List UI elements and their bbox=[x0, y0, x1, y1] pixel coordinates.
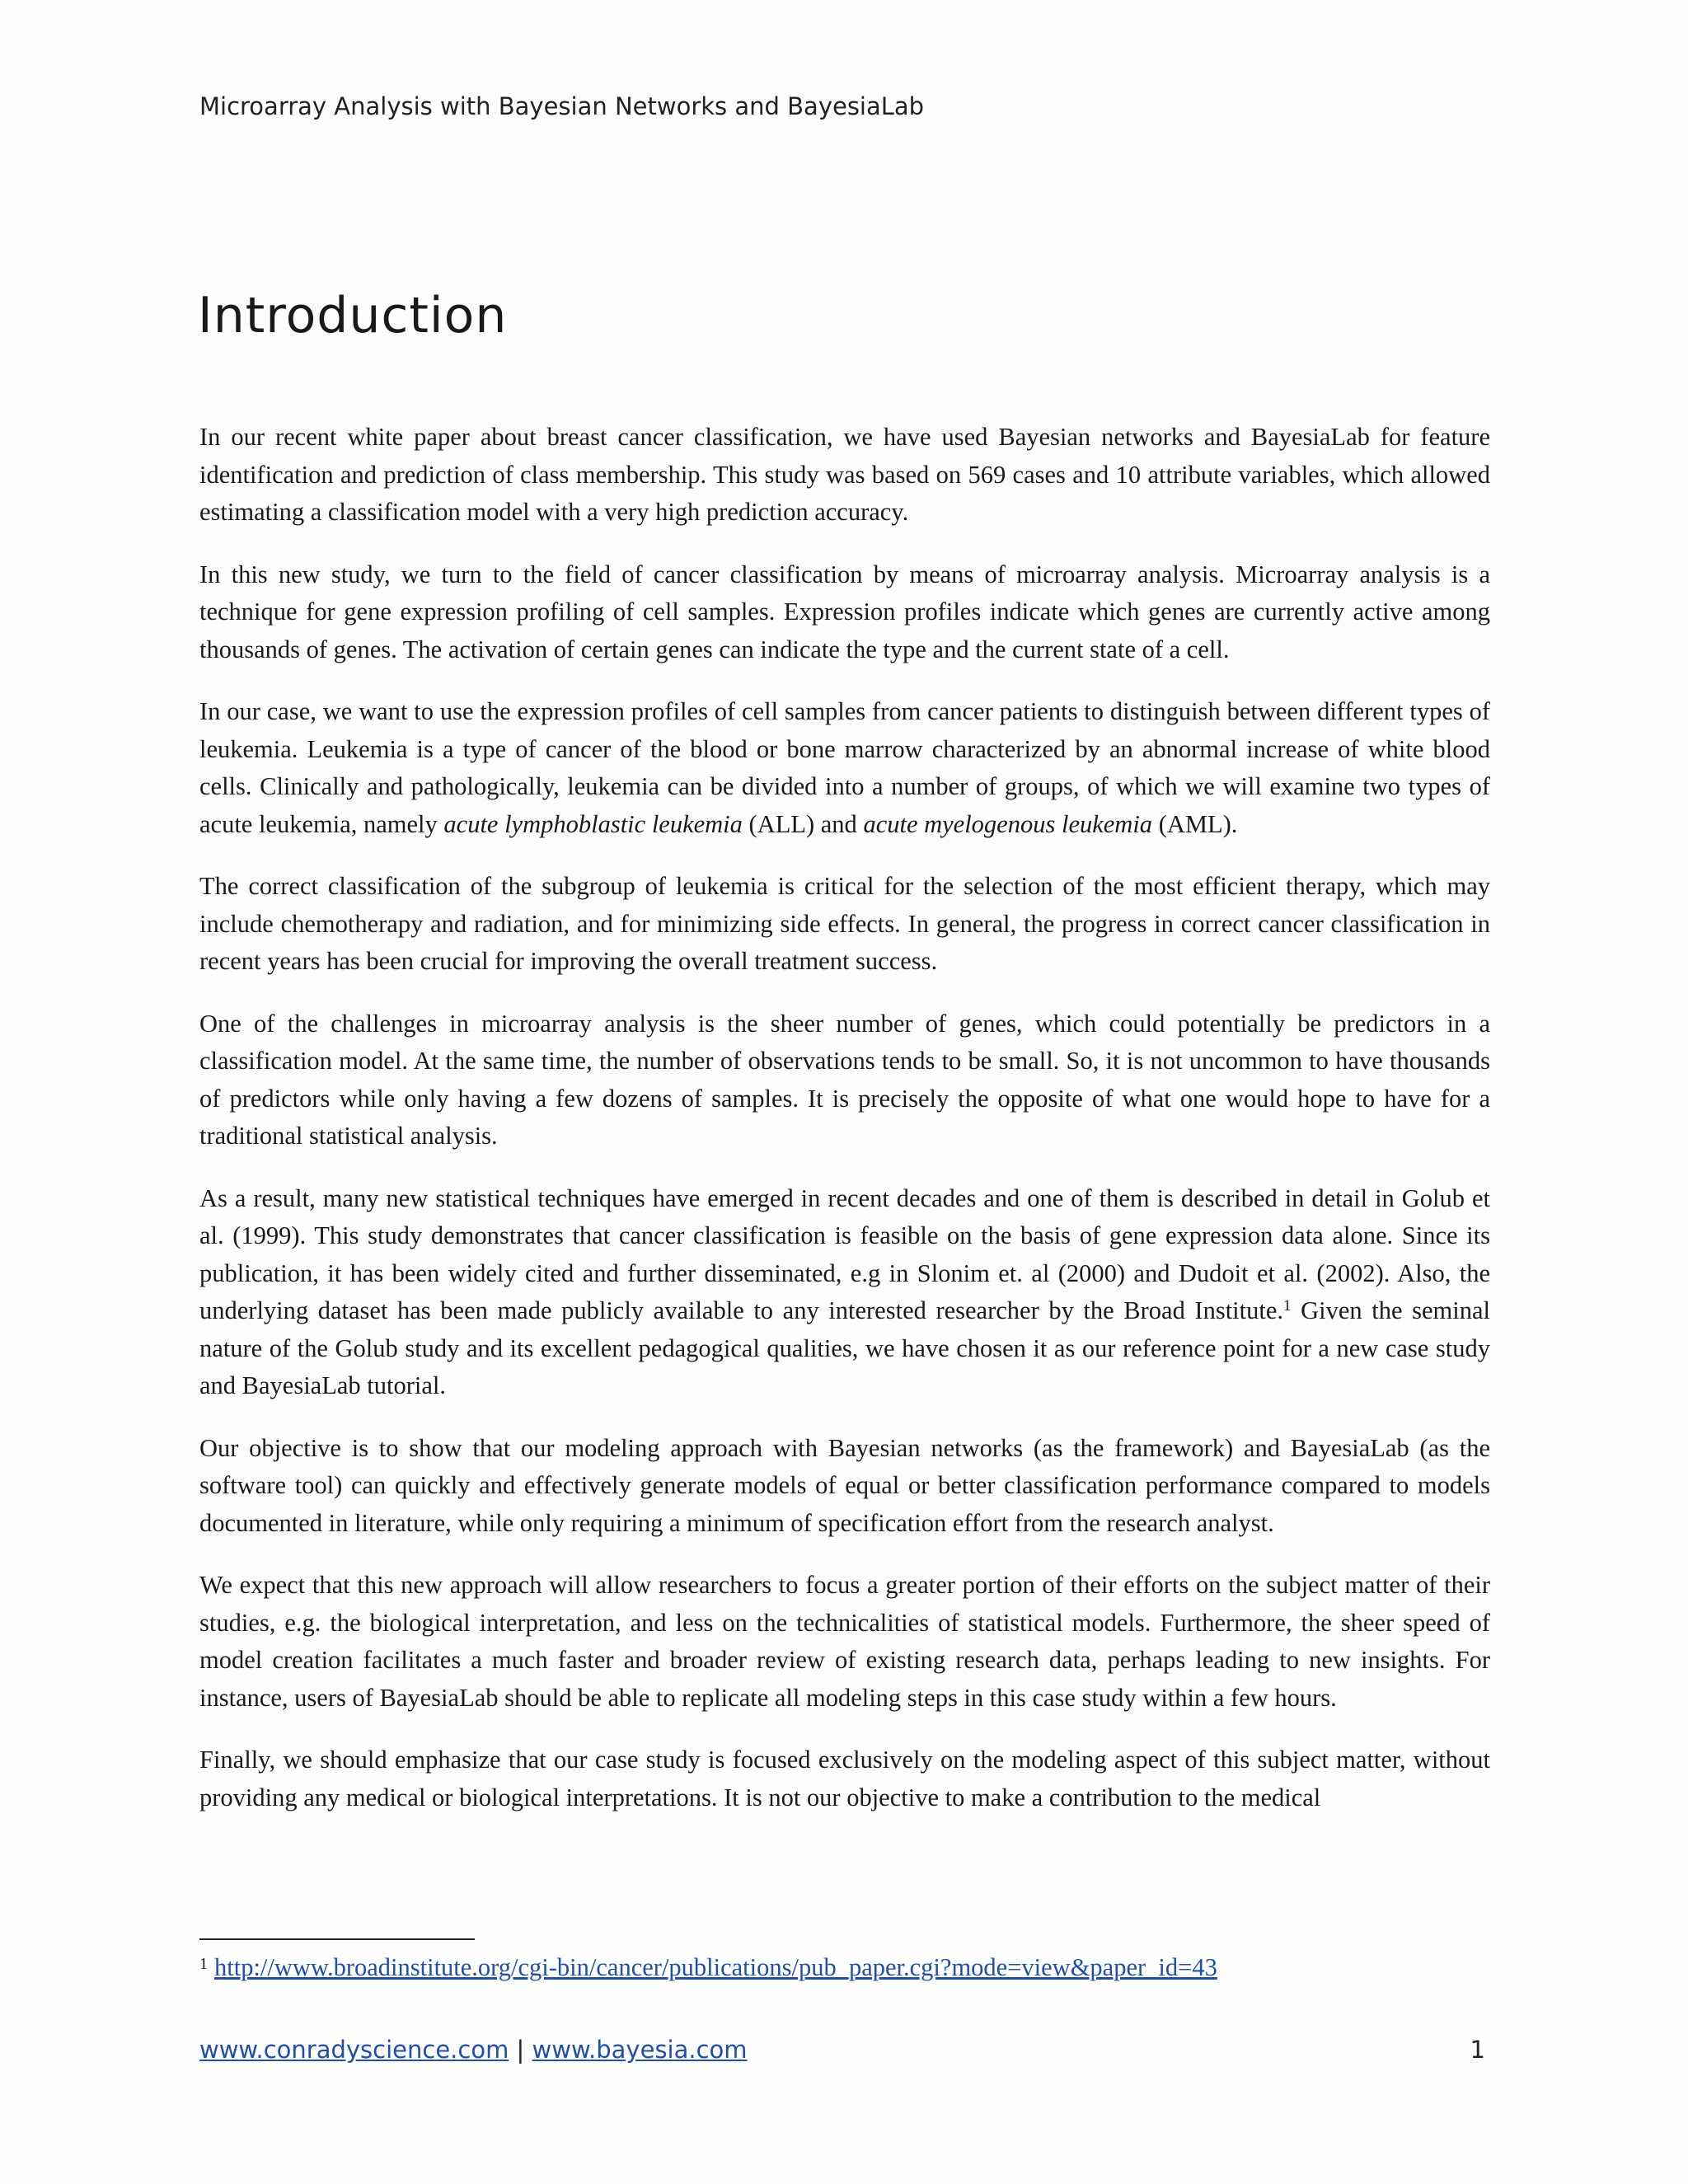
paragraph-4: The correct classification of the subgroup of leukemia is critical for the selection of the most efficient therapy, which may include chemotherapy and radiation, and for minimizing side effects. In general, the progress in correct cancer classification in recent years has been crucial for improving the overall treatment success. bbox=[199, 872, 1490, 975]
footnote bbox=[199, 1953, 1217, 1982]
paragraph-6 bbox=[199, 1180, 1490, 1405]
paragraph-6-text-a: As a result, many new statistical techniques have emerged in recent decades and one of them is described in detail in Golub et al. (1999). This study demonstrates that cancer classification is feasible on the basis of gene expression data alone. Since its publication, it has been widely cited and further disseminated, e.g in Slonim et. al (2000) and Dudoit et al. (2002). Also, the underlying dataset has been made publicly available to any interested researcher by the Broad Institute. bbox=[199, 1183, 1490, 1324]
paragraph-2: In this new study, we turn to the field of cancer classification by means of microarray analysis. Microarray analysis is a technique for gene expression profiling of cell samples. Expression profiles indicate which genes are currently active among thousands of genes. The activation of certain genes can indicate the type and the current state of a cell. bbox=[199, 560, 1490, 663]
paragraph-3 bbox=[199, 693, 1490, 843]
paragraph-5: One of the challenges in microarray analysis is the sheer number of genes, which could potentially be predictors in a classification model. At the same time, the number of observations tends to be small. So, it is not uncommon to have thousands of predictors while only having a few dozens of samples. It is precisely the opposite of what one would hope to have for a traditional statistical analysis. bbox=[199, 1009, 1490, 1150]
footer-link-conradyscience[interactable]: www.conradyscience.com bbox=[199, 2036, 509, 2064]
footnote-reference[interactable]: 1 bbox=[1283, 1297, 1292, 1315]
paragraph-8: We expect that this new approach will allow researchers to focus a greater portion of their efforts on the subject matter of their studies, e.g. the biological interpretation, and less on the technicalities of statistical models. Furthermore, the sheer speed of model creation facilitates a much faster and broader review of existing research data, perhaps leading to new insights. For instance, users of BayesiaLab should be able to replicate all modeling steps in this case study within a few hours. bbox=[199, 1571, 1490, 1712]
paragraph-3-text-b: (ALL) and bbox=[742, 809, 864, 838]
section-title: Introduction bbox=[198, 287, 508, 344]
footer-separator: | bbox=[509, 2036, 532, 2064]
paragraph-7: Our objective is to show that our modeling approach with Bayesian networks (as the framework) and BayesiaLab (as the software tool) can quickly and effectively generate models of equal or better classification performance compared to models documented in literature, while only requiring a minimum of specification effort from the research analyst. bbox=[199, 1433, 1490, 1537]
page-number: 1 bbox=[1470, 2036, 1485, 2064]
body-text bbox=[199, 419, 1490, 1841]
footer-link-bayesia[interactable]: www.bayesia.com bbox=[532, 2036, 748, 2064]
footnote-link[interactable]: http://www.broadinstitute.org/cgi-bin/cancer/publications/pub_paper.cgi?mode=view&paper_id=43 bbox=[214, 1953, 1217, 1981]
running-header: Microarray Analysis with Bayesian Networks and BayesiaLab bbox=[199, 92, 925, 120]
footer bbox=[199, 2036, 748, 2064]
term-aml: acute myelogenous leukemia bbox=[863, 809, 1153, 838]
paragraph-1: In our recent white paper about breast cancer classification, we have used Bayesian networks and BayesiaLab for feature identification and prediction of class membership. This study was based on 569 cases and 10 attribute variables, which allowed estimating a classification model with a very high prediction accuracy. bbox=[199, 423, 1490, 526]
footnote-divider bbox=[199, 1938, 475, 1940]
term-all: acute lymphoblastic leukemia bbox=[443, 809, 743, 838]
paragraph-9: Finally, we should emphasize that our case study is focused exclusively on the modeling aspect of this subject matter, without providing any medical or biological interpretations. It is not our objective to make a contribution to the medical bbox=[199, 1746, 1490, 1811]
footnote-marker: 1 bbox=[199, 1955, 208, 1973]
paragraph-3-text-c: (AML). bbox=[1152, 809, 1238, 838]
paragraph-6-text-b: Given the seminal nature of the Golub study and its excellent pedagogical qualities, we have chosen it as our reference point for a new case study and BayesiaLab tutorial. bbox=[199, 1296, 1490, 1399]
paragraph-3-text-a: In our case, we want to use the expression profiles of cell samples from cancer patients to distinguish between different types of leukemia. Leukemia is a type of cancer of the blood or bone marrow characterized by an abnormal increase of white blood cells. Clinically and pathologically, leukemia can be divided into a number of groups, of which we will examine two types of acute leukemia, namely bbox=[199, 697, 1490, 838]
